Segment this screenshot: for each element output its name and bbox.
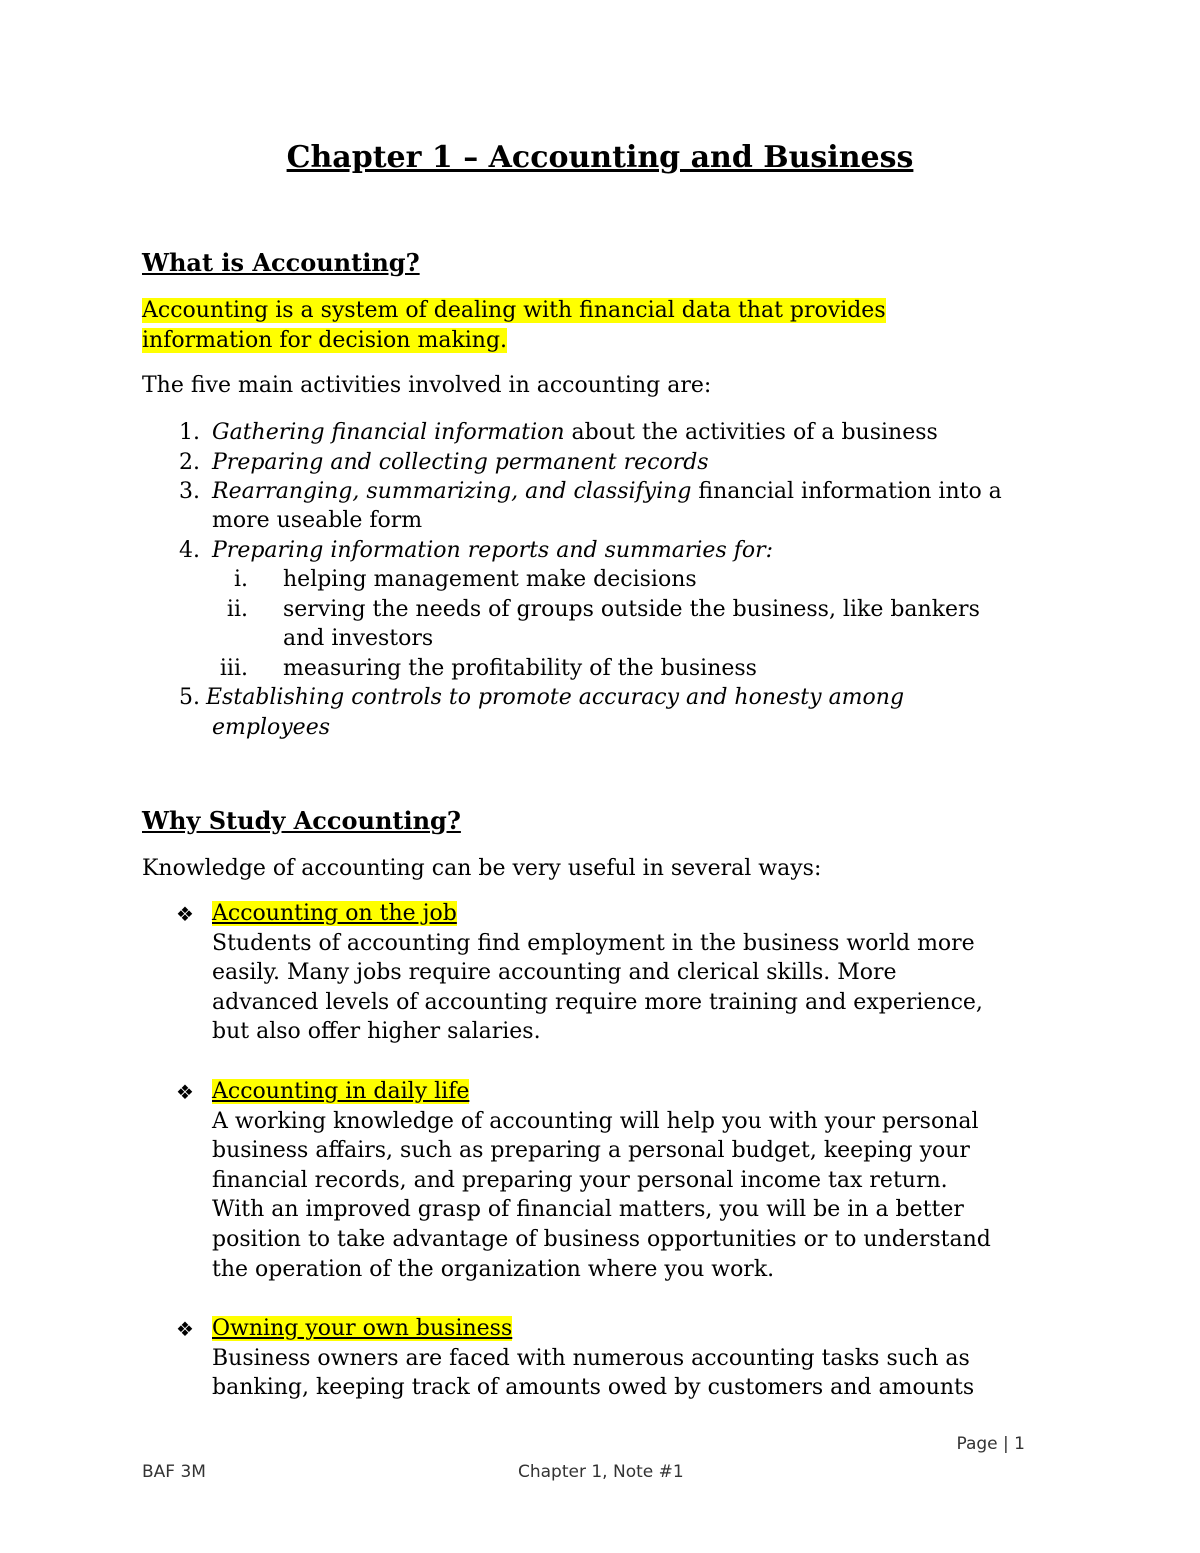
list-number: 2. [179, 450, 200, 475]
bullet-text: position to take advantage of business opportunities or to understand [212, 1227, 991, 1252]
bullet-text: With an improved grasp of financial matters, you will be in a better [212, 1197, 964, 1222]
sublist-item-continuation: and investors [283, 626, 434, 651]
diamond-bullet-icon: ❖ [176, 1317, 194, 1341]
bullet-text: A working knowledge of accounting will help you with your personal [212, 1109, 979, 1134]
list-number: 3. [179, 479, 200, 504]
list-item: Preparing information reports and summaries for: [212, 538, 774, 563]
definition-line-1: Accounting is a system of dealing with financial data that provides [142, 298, 886, 323]
why-intro: Knowledge of accounting can be very useful in several ways: [142, 856, 822, 881]
list-item: Establishing controls to promote accuracy and honesty among [206, 685, 905, 710]
sublist-item: serving the needs of groups outside the business, like bankers [283, 597, 980, 622]
list-item-continuation: employees [212, 715, 331, 740]
section-heading-what-is-accounting: What is Accounting? [142, 248, 420, 277]
bullet-heading: Accounting in daily life [212, 1079, 470, 1104]
list-item-continuation: more useable form [212, 508, 423, 533]
bullet-text: advanced levels of accounting require more training and experience, [212, 990, 983, 1015]
section-heading-why-study: Why Study Accounting? [142, 806, 461, 835]
sublist-item: helping management make decisions [283, 567, 697, 592]
list-item: Gathering financial information about the activities of a business [212, 420, 938, 445]
list-item: Rearranging, summarizing, and classifying financial information into a [212, 479, 1002, 504]
bullet-text: Business owners are faced with numerous accounting tasks such as [212, 1346, 970, 1371]
sublist-number: i. [233, 567, 248, 592]
bullet-text: business affairs, such as preparing a personal budget, keeping your [212, 1138, 970, 1163]
diamond-bullet-icon: ❖ [176, 902, 194, 926]
bullet-text: financial records, and preparing your personal income tax return. [212, 1168, 948, 1193]
definition-line-2: information for decision making. [142, 328, 508, 353]
sublist-number: ii. [226, 597, 248, 622]
bullet-text: easily. Many jobs require accounting and clerical skills. More [212, 960, 897, 985]
sublist-number: iii. [219, 656, 248, 681]
footer-course: BAF 3M [142, 1462, 206, 1482]
page-title: Chapter 1 – Accounting and Business [286, 140, 914, 175]
page-number: Page | 1 [956, 1434, 1025, 1454]
bullet-text: banking, keeping track of amounts owed by customers and amounts [212, 1375, 975, 1400]
bullet-heading: Accounting on the job [212, 901, 457, 926]
footer-note: Chapter 1, Note #1 [518, 1462, 684, 1482]
list-number: 4. [179, 538, 200, 563]
sublist-item: measuring the profitability of the business [283, 656, 757, 681]
bullet-heading: Owning your own business [212, 1316, 513, 1341]
bullet-text: but also offer higher salaries. [212, 1019, 541, 1044]
activities-intro: The five main activities involved in accounting are: [142, 373, 712, 398]
bullet-text: the operation of the organization where you work. [212, 1257, 775, 1282]
list-item: Preparing and collecting permanent records [212, 450, 709, 475]
list-number: 1. [179, 420, 200, 445]
list-number: 5. [179, 685, 200, 710]
bullet-text: Students of accounting find employment in the business world more [212, 931, 975, 956]
diamond-bullet-icon: ❖ [176, 1080, 194, 1104]
